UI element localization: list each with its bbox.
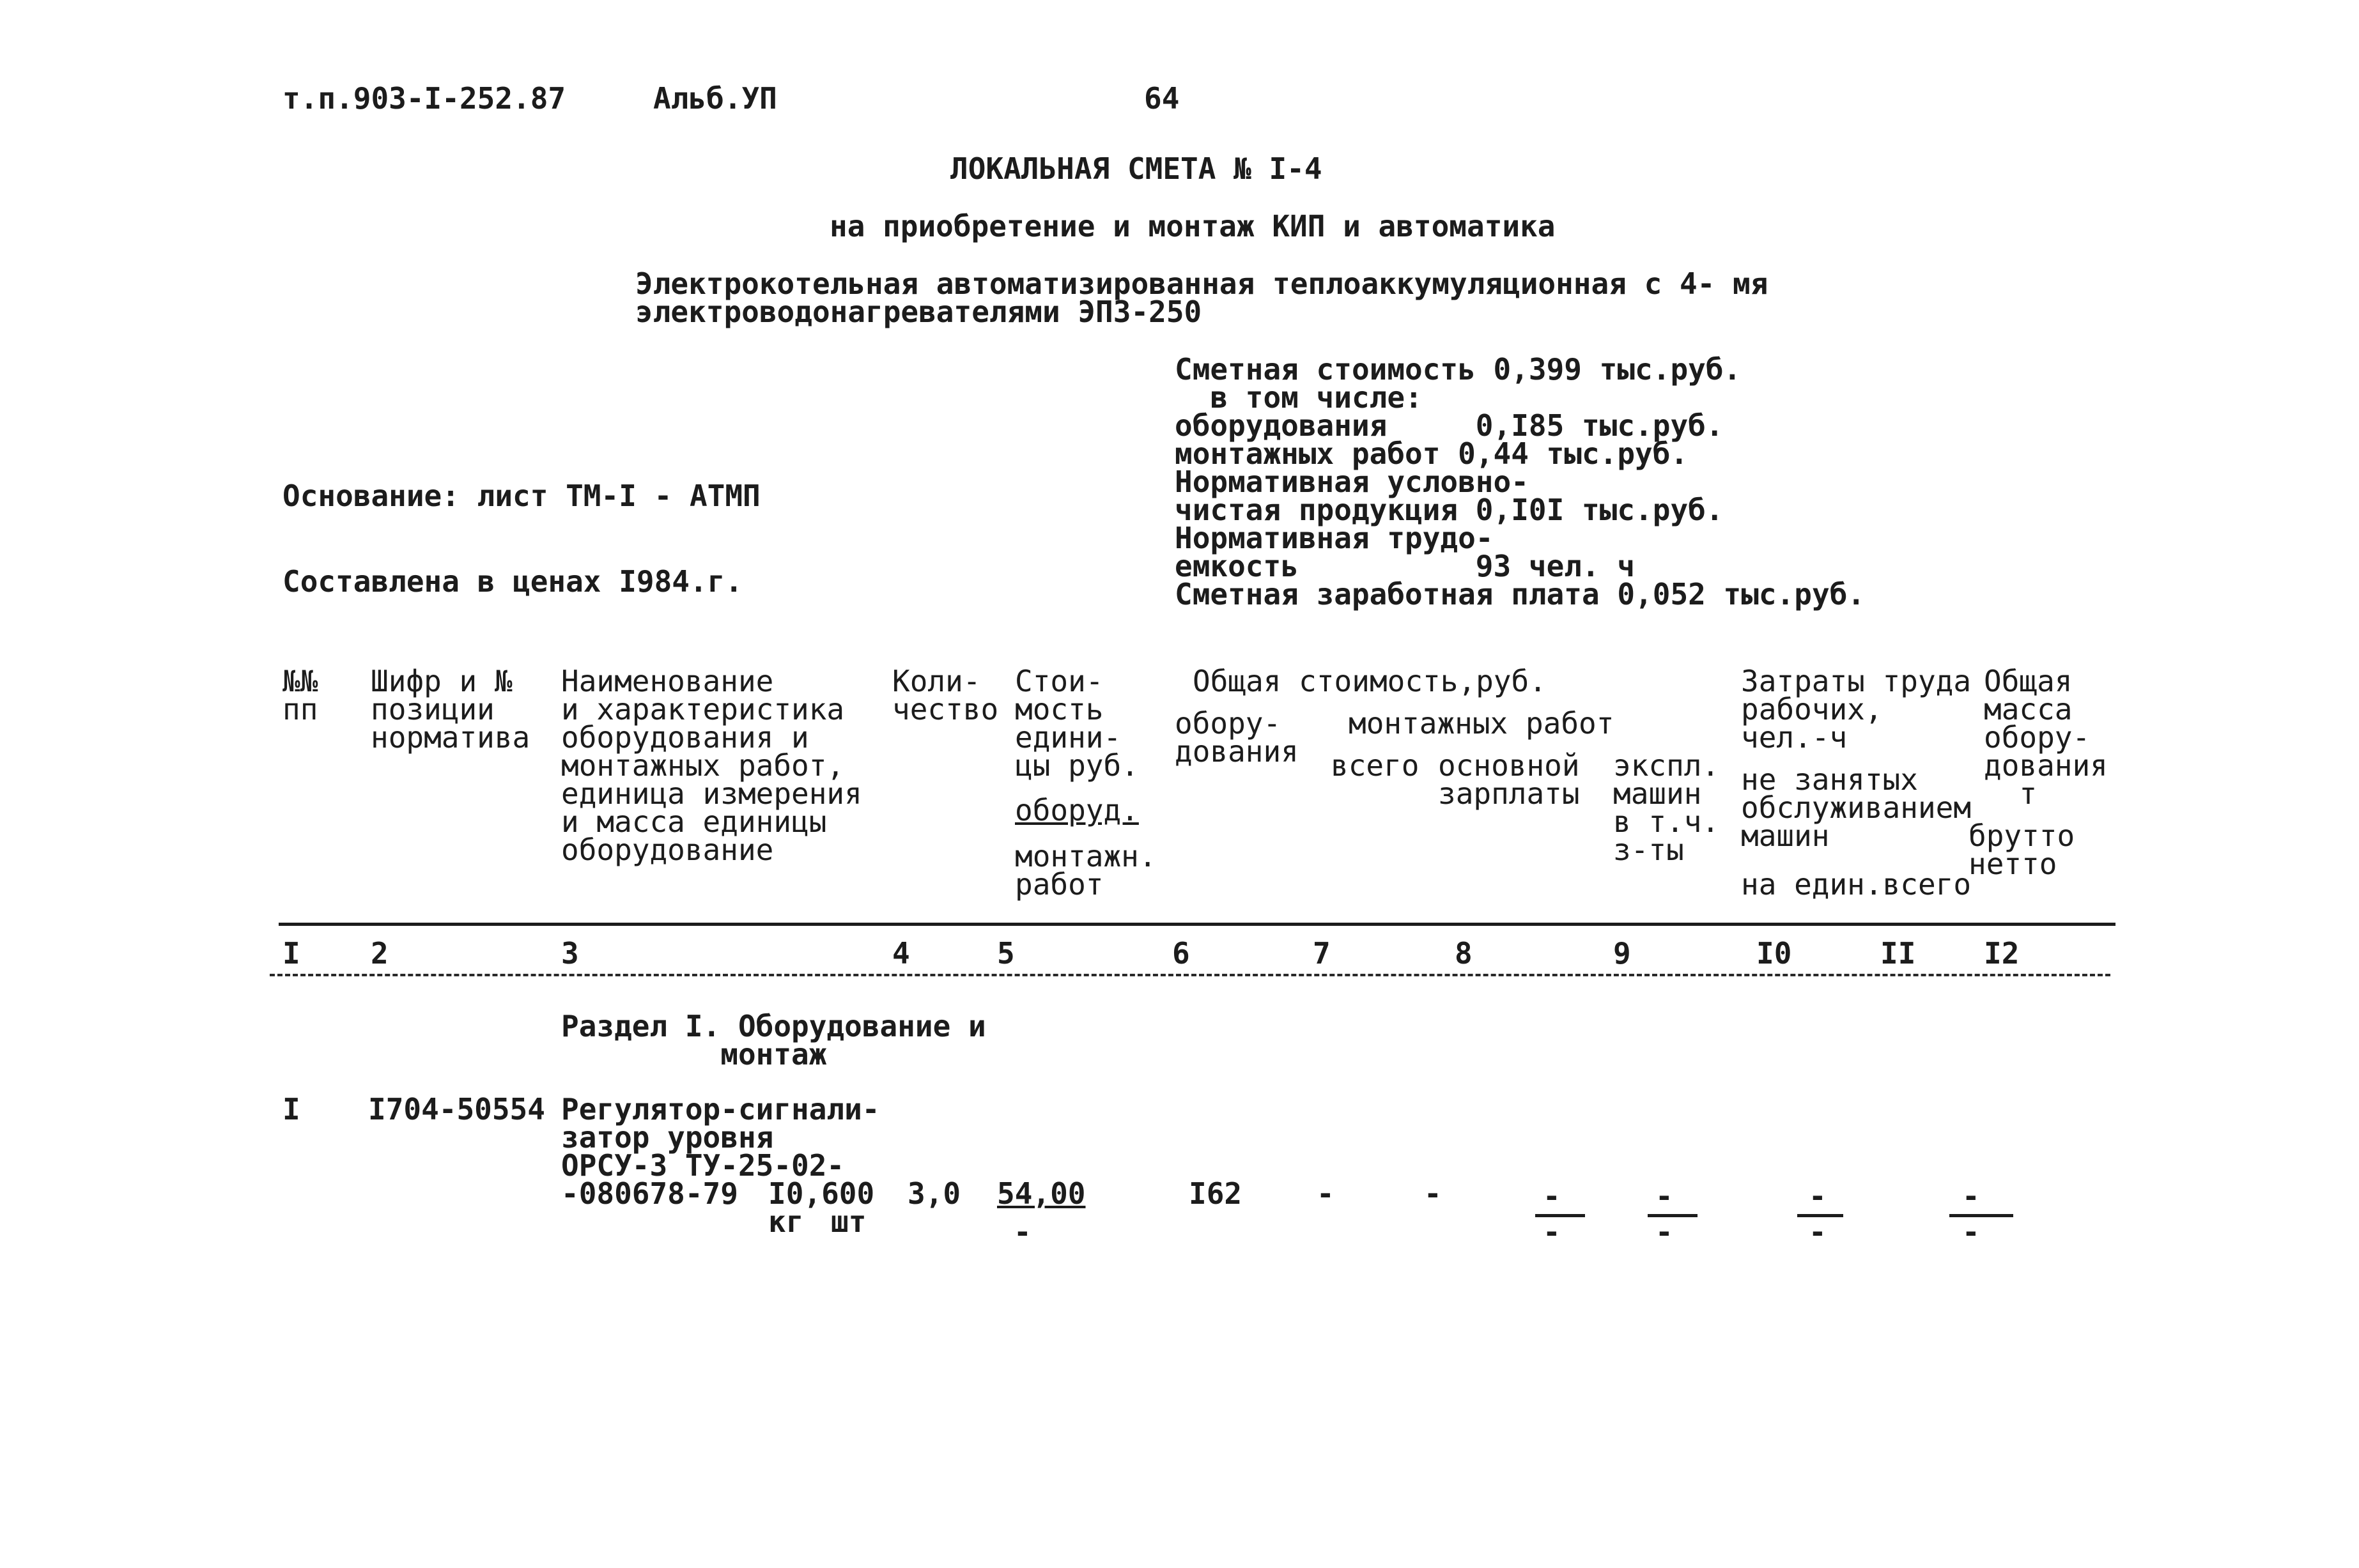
header-col-unit-cost: Стои- мость едини- цы руб.	[1015, 664, 1139, 783]
row-name: Регулятор-сигнали- затор уровня ОРСУ-3 ТУ-25-02- -080678-79	[561, 1092, 880, 1211]
header-total-cost: Общая стоимость,руб.	[1193, 664, 1547, 698]
basis-text: Основание: лист ТМ-I - АТМП	[282, 479, 761, 513]
row-mass-underline	[1949, 1214, 2013, 1217]
header-labor-units: на един.всего	[1741, 867, 1972, 902]
row-code: I704-50554	[368, 1092, 545, 1126]
section-title: Раздел I. Оборудование и монтаж	[561, 1009, 986, 1072]
prices-year-text: Составлена в ценах I984.г.	[282, 564, 743, 599]
row-total-equipment: I62	[1189, 1176, 1242, 1211]
column-number: 9	[1613, 936, 1631, 971]
row-labor-total-underline	[1797, 1214, 1843, 1217]
header-col-name: Наименование и характеристика оборудования и монтажных работ, единица измерения и масса единицы оборудование	[561, 664, 862, 867]
header-col-number: №№ пп	[282, 664, 318, 726]
object-name-line1: Электрокотельная автоматизированная теплоаккумуляционная с 4- мя	[635, 266, 1768, 301]
header-rule-bottom	[270, 974, 2110, 976]
header-labor-not-machines: не занятых обслуживанием машин	[1741, 762, 1972, 853]
header-col-code: Шифр и № позиции норматива	[371, 664, 530, 755]
summary-line: Нормативная трудо-	[1175, 521, 1494, 555]
column-number: II	[1880, 936, 1916, 971]
header-col-unit-cost-mounting: монтажн. работ	[1015, 839, 1157, 902]
row-labor-total-dash: -	[1809, 1215, 1827, 1249]
header-labor-costs: Затраты труда рабочих, чел.-ч	[1741, 664, 1972, 755]
summary-line: в том числе:	[1175, 380, 1423, 415]
header-col-mass-brutto-netto: брутто нетто	[1968, 819, 2075, 881]
header-col-machines: экспл. машин в т.ч. з-ты	[1613, 748, 1720, 867]
estimate-subtitle: на приобретение и монтаж КИП и автоматика	[830, 209, 1556, 243]
row-mass-dash: -	[1962, 1179, 1980, 1213]
summary-line: оборудования 0,I85 тыс.руб.	[1175, 408, 1724, 443]
column-number: 6	[1172, 936, 1190, 971]
row-machines-dash: -	[1543, 1179, 1561, 1213]
header-col-mass: Общая масса обору- дования т	[1984, 664, 2108, 811]
row-machines-underline	[1535, 1214, 1585, 1217]
summary-line: Сметная заработная плата 0,052 тыс.руб.	[1175, 577, 1866, 611]
header-col-quantity: Коли- чество	[892, 664, 999, 726]
document-code: т.п.903-I-252.87	[282, 81, 566, 116]
album-label: Альб.УП	[653, 81, 777, 116]
header-col-unit-cost-equipment: оборуд.	[1015, 793, 1139, 827]
row-unit: шт	[831, 1204, 867, 1239]
column-number: 3	[561, 936, 579, 971]
column-number: I2	[1984, 936, 2020, 971]
column-number: I0	[1756, 936, 1792, 971]
column-number: 4	[892, 936, 910, 971]
column-number: 7	[1313, 936, 1331, 971]
row-quantity: 3,0	[908, 1176, 961, 1211]
row-labor-unit-dash: -	[1655, 1179, 1673, 1213]
row-mounting-total: -	[1317, 1176, 1334, 1211]
summary-line: Сметная стоимость 0,399 тыс.руб.	[1175, 352, 1742, 387]
summary-line: монтажных работ 0,44 тыс.руб.	[1175, 436, 1689, 471]
row-price-equipment: 54,00	[997, 1176, 1086, 1211]
summary-line: чистая продукция 0,I0I тыс.руб.	[1175, 493, 1724, 527]
estimate-title: ЛОКАЛЬНАЯ СМЕТА № I-4	[950, 151, 1322, 186]
summary-line: Нормативная условно-	[1175, 465, 1529, 499]
header-rule-top	[279, 923, 2115, 926]
row-unit-mass: I0,600 кг	[768, 1176, 875, 1239]
header-col-equipment-cost: обору- дования	[1175, 706, 1299, 769]
page-number: 64	[1144, 81, 1180, 116]
row-mounting-salary: -	[1424, 1176, 1442, 1211]
object-name-line2: электроводонагревателями ЭПЗ-250	[635, 295, 1202, 329]
column-number: 2	[371, 936, 389, 971]
row-number: I	[282, 1092, 300, 1126]
header-col-mounting-total: всего	[1331, 748, 1419, 783]
summary-line: емкость 93 чел. ч	[1175, 549, 1636, 583]
column-number: 8	[1455, 936, 1473, 971]
row-labor-unit-underline	[1648, 1214, 1698, 1217]
row-labor-total-dash: -	[1809, 1179, 1827, 1213]
row-labor-unit-dash: -	[1655, 1215, 1673, 1249]
row-price-mounting: -	[1014, 1215, 1032, 1249]
row-machines-dash: -	[1543, 1215, 1561, 1249]
column-number: I	[282, 936, 300, 971]
header-col-basic-salary: основной зарплаты	[1438, 748, 1580, 811]
row-mass-dash: -	[1962, 1215, 1980, 1249]
header-mounting-works: монтажных работ	[1349, 706, 1614, 741]
column-number: 5	[997, 936, 1015, 971]
